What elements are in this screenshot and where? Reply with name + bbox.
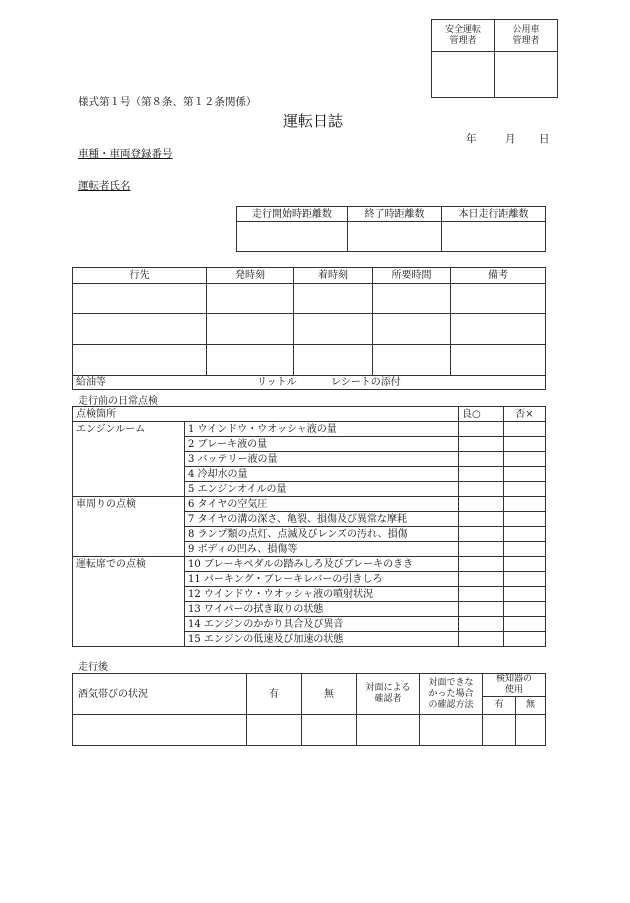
trip-cell[interactable] [373,345,451,376]
trip-row [73,314,546,345]
check-good-cell[interactable] [459,617,504,632]
category-engine: エンジンルーム [73,422,185,497]
precheck-good-header: 良○ [459,407,504,422]
trip-cell[interactable] [294,284,373,314]
detector-use-header: 検知器の 使用 [483,674,546,697]
date-day: 日 [539,133,550,145]
date-year: 年 [466,133,477,145]
check-good-cell[interactable] [459,527,504,542]
check-bad-cell[interactable] [504,437,546,452]
approval-vehicle-header: 公用車 管理者 [495,20,558,52]
check-good-cell[interactable] [459,572,504,587]
trip-cell[interactable] [73,314,207,345]
precheck-section-title: 走行前の日常点検 [78,396,158,407]
check-good-cell[interactable] [459,512,504,527]
check-item: 11 パーキング・ブレーキレバーの引きしろ [185,572,459,587]
check-good-cell[interactable] [459,602,504,617]
page-title: 運転日誌 [283,112,344,130]
approval-vehicle-stamp[interactable] [495,52,558,98]
trip-remarks-header: 備考 [451,268,546,284]
check-good-cell[interactable] [459,437,504,452]
fuel-row [73,376,546,390]
vehicle-label: 車種・車両登録番号 [78,148,173,160]
detector-no-cell[interactable] [516,715,546,746]
approval-table [431,19,558,98]
check-row [73,422,546,437]
check-item: 6 タイヤの空気圧 [185,497,459,512]
trip-cell[interactable] [294,345,373,376]
precheck-place-header: 点検箇所 [73,407,459,422]
alcohol-no-header: 無 [302,674,357,715]
trip-cell[interactable] [207,345,294,376]
face-confirmer-cell[interactable] [357,715,420,746]
check-good-cell[interactable] [459,557,504,572]
trip-cell[interactable] [73,345,207,376]
fuel-label: 給油等 [76,377,106,388]
trip-arrive-header: 着時刻 [294,268,373,284]
check-item: 4 冷却水の量 [185,467,459,482]
check-good-cell[interactable] [459,422,504,437]
category-vehicle: 車周りの点検 [73,497,185,557]
check-item: 5 エンジンオイルの量 [185,482,459,497]
check-item: 9 ボディの凹み、損傷等 [185,542,459,557]
detector-yes-cell[interactable] [483,715,516,746]
trip-cell[interactable] [73,284,207,314]
check-bad-cell[interactable] [504,617,546,632]
nonface-method-header: 対面できな かった場合 の確認方法 [420,674,483,715]
check-row [73,497,546,512]
driver-label: 運転者氏名 [78,180,131,192]
check-row [73,557,546,572]
trip-cell[interactable] [373,314,451,345]
distance-total-cell[interactable] [442,222,546,252]
alcohol-yes-cell[interactable] [247,715,302,746]
fuel-cell[interactable] [73,376,546,390]
after-row [73,715,546,746]
trip-duration-header: 所要時間 [373,268,451,284]
fuel-liter-label: リットル [257,377,297,388]
face-confirmer-header: 対面による 確認者 [357,674,420,715]
check-bad-cell[interactable] [504,542,546,557]
trip-table [72,267,546,390]
category-cabin: 運転席での点検 [73,557,185,647]
distance-start-cell[interactable] [237,222,348,252]
trip-row [73,345,546,376]
trip-cell[interactable] [451,314,546,345]
trip-row [73,284,546,314]
check-bad-cell[interactable] [504,452,546,467]
check-good-cell[interactable] [459,452,504,467]
check-item: 12 ウインドウ・ウオッシャ液の噴射状況 [185,587,459,602]
check-bad-cell[interactable] [504,422,546,437]
alcohol-status-label: 酒気帯びの状況 [73,674,247,715]
trip-cell[interactable] [207,314,294,345]
check-bad-cell[interactable] [504,482,546,497]
check-good-cell[interactable] [459,587,504,602]
alcohol-yes-header: 有 [247,674,302,715]
check-good-cell[interactable] [459,497,504,512]
trip-cell[interactable] [451,345,546,376]
trip-cell[interactable] [373,284,451,314]
check-bad-cell[interactable] [504,512,546,527]
check-good-cell[interactable] [459,482,504,497]
check-item: 7 タイヤの溝の深さ、亀裂、損傷及び異常な摩耗 [185,512,459,527]
check-item: 15 エンジンの低速及び加速の状態 [185,632,459,647]
trip-cell[interactable] [207,284,294,314]
distance-table [236,206,546,252]
distance-end-cell[interactable] [348,222,442,252]
check-bad-cell[interactable] [504,557,546,572]
check-item: 3 バッテリー液の量 [185,452,459,467]
nonface-method-cell[interactable] [420,715,483,746]
check-item: 1 ウインドウ・ウオッシャ液の量 [185,422,459,437]
trip-cell[interactable] [294,314,373,345]
check-item: 8 ランプ類の点灯、点滅及びレンズの汚れ、損傷 [185,527,459,542]
check-bad-cell[interactable] [504,497,546,512]
alcohol-status-cell[interactable] [73,715,247,746]
after-table [72,673,546,746]
approval-safety-stamp[interactable] [432,52,495,98]
check-bad-cell[interactable] [504,467,546,482]
check-bad-cell[interactable] [504,527,546,542]
check-good-cell[interactable] [459,467,504,482]
check-item: 2 ブレーキ液の量 [185,437,459,452]
date-month: 月 [505,133,516,145]
precheck-table [72,406,546,647]
check-item: 10 ブレーキペダルの踏みしろ及びブレーキのきき [185,557,459,572]
after-section-title: 走行後 [78,662,108,673]
trip-cell[interactable] [451,284,546,314]
distance-end-header: 終了時距離数 [348,207,442,222]
check-item: 14 エンジンのかかり具合及び異音 [185,617,459,632]
trip-destination-header: 行先 [73,268,207,284]
precheck-bad-header: 否× [504,407,546,422]
check-bad-cell[interactable] [504,602,546,617]
approval-safety-header: 安全運転 管理者 [432,20,495,52]
detector-no-header: 無 [516,697,546,715]
form-number: 様式第１号（第８条、第１２条関係） [78,96,257,108]
check-good-cell[interactable] [459,542,504,557]
alcohol-no-cell[interactable] [302,715,357,746]
detector-yes-header: 有 [483,697,516,715]
distance-start-header: 走行開始時距離数 [237,207,348,222]
check-bad-cell[interactable] [504,632,546,647]
check-good-cell[interactable] [459,632,504,647]
trip-depart-header: 発時刻 [207,268,294,284]
distance-total-header: 本日走行距離数 [442,207,546,222]
check-bad-cell[interactable] [504,572,546,587]
check-bad-cell[interactable] [504,587,546,602]
check-item: 13 ワイパーの拭き取りの状態 [185,602,459,617]
fuel-receipt-label: レシートの添付 [331,377,401,388]
